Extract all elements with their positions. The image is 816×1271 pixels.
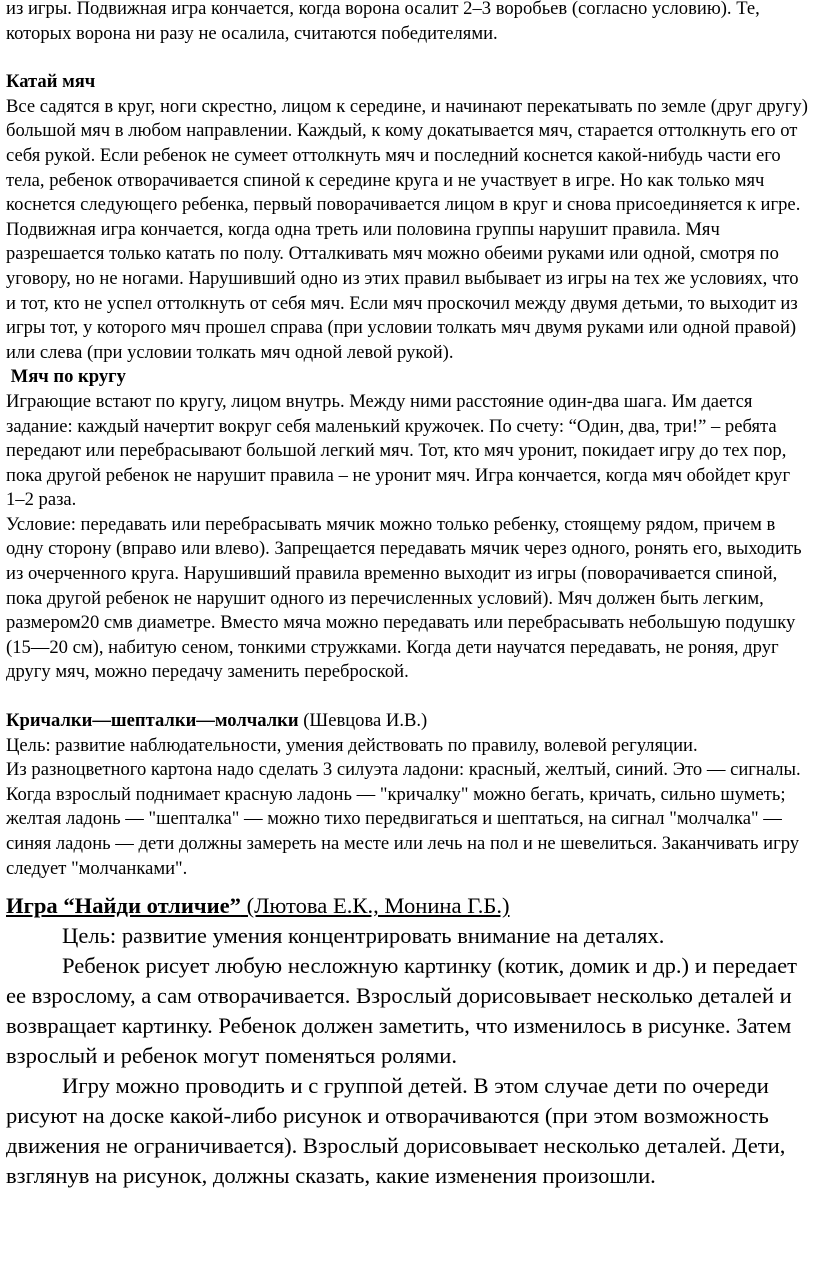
section-krichalki <box>6 709 810 881</box>
section-heading-naidi-otlichie <box>6 891 810 921</box>
section-title-naidi-otlichie: Игра “Найди отличие” <box>6 893 241 919</box>
section-goal-krichalki: Цель: развитие наблюдательности, умения действовать по правилу, волевой регуляции. <box>6 734 698 756</box>
section-paragraph-1-naidi-otlichie: Ребенок рисует любую несложную картинку (котик, домик и др.) и передает ее взрослому, а сам отворачивается. Взрослый дорисовывает несколько деталей и возвращает картинку. Ребенок должен заметить, что изменилось в рисунке. Затем взрослый и ребенок могут поменяться ролями. <box>6 953 798 1069</box>
section-body-katai-myach: Все садятся в круг, ноги скрестно, лицом к середине, и начинают перекатывать по земле (друг другу) большой мяч в любом направлении. Каждый, к кому докатывается мяч, старается оттолкнуть его от себя рукой. Если ребенок не сумеет оттолкнуть мяч и последний коснется какой-нибудь части его тела, ребенок отворачивается спиной к середине круга и не участвует в игре. Но как только мяч коснется следующего ребенка, первый поворачивается лицом в круг и снова присоединяется к игре. Подвижная игра кончается, когда одна треть или половина группы нарушит правила. Мяч разрешается только катать по полу. Отталкивать мяч можно обеими руками или одной, смотря по уговору, но не ногами. Нарушивший одно из этих правил выбывает из игры на тех же условиях, что и тот, кто не успел оттолкнуть от себя мяч. Если мяч проскочил между двумя детьми, то выходит из игры тот, у которого мяч прошел справа (при условии толкать мяч двумя руками или одной правой) или слева (при условии толкать мяч одной левой рукой). <box>6 95 808 363</box>
section-katai-myach <box>6 70 810 365</box>
section-body-myach-po-krugu: Играющие встают по кругу, лицом внутрь. Между ними расстояние один-два шага. Им дается задание: каждый начертит вокруг себя маленький кружочек. По счету: “Один, два, три!” – ребята передают или перебрасывают большой легкий мяч. Тот, кто мяч уронит, покидает игру до тех пор, пока другой ребенок не нарушит правила – не уронит мяч. Игра кончается, когда мяч обойдет круг 1–2 раза. <box>6 390 791 511</box>
section-heading-krichalki <box>6 709 810 734</box>
section-body-krichalki: Из разноцветного картона надо сделать 3 силуэта ладони: красный, желтый, синий. Это — сигналы. Когда взрослый поднимает красную ладонь — "кричалку" можно бегать, кричать, сильно шуметь; желтая ладонь — "шепталка" — можно тихо передвигаться и шептаться, на сигнал "молчалка" — синяя ладонь — дети должны замереть на месте или лечь на пол и не шевелиться. Заканчивать игру следует "молчанками". <box>6 759 801 879</box>
section-author-krichalki: (Шевцова И.В.) <box>298 710 428 732</box>
section-author-naidi-otlichie: (Лютова Е.К., Монина Г.Б.) <box>240 893 510 919</box>
section-myach-po-krugu <box>6 365 810 685</box>
section-title-myach-po-krugu: Мяч по кругу <box>6 366 126 388</box>
section-goal-naidi-otlichie: Цель: развитие умения концентрировать внимание на деталях. <box>62 923 665 949</box>
section-title-katai-myach: Катай мяч <box>6 71 96 93</box>
section-naidi-otlichie <box>6 891 810 1191</box>
intro-paragraph: из игры. Подвижная игра кончается, когда ворона осалит 2–3 воробьев (согласно условию). Те, которых ворона ни разу не осалила, считаются победителями. <box>6 0 760 44</box>
spacer <box>6 685 810 709</box>
section-condition-myach-po-krugu: Условие: передавать или перебрасывать мячик можно только ребенку, стоящему рядом, причем в одну сторону (вправо или влево). Запрещается передавать мячик через одного, ронять его, выходить из очерченного круга. Нарушивший правила временно выходит из игры (поворачивается спиной, пока другой ребенок не нарушит одного из перечисленных условий). Мяч должен быть легким, размером20 смв диаметре. Вместо мяча можно передавать или перебрасывать небольшую подушку (15—20 см), набитую сеном, тонкими стружками. Когда дети научатся передавать, не роняя, друг другу мяч, можно передачу заменить переброской. <box>6 513 802 683</box>
intro-section <box>6 0 810 46</box>
section-paragraph-2-naidi-otlichie: Игру можно проводить и с группой детей. В этом случае дети по очереди рисуют на доске какой-либо рисунок и отворачиваются (при этом возможность движения не ограничивается). Взрослый дорисовывает несколько деталей. Дети, взглянув на рисунок, должны сказать, какие изменения произошли. <box>6 1073 786 1189</box>
spacer <box>6 46 810 70</box>
spacer <box>6 881 810 891</box>
section-title-krichalki: Кричалки—шепталки—молчалки <box>6 710 299 732</box>
